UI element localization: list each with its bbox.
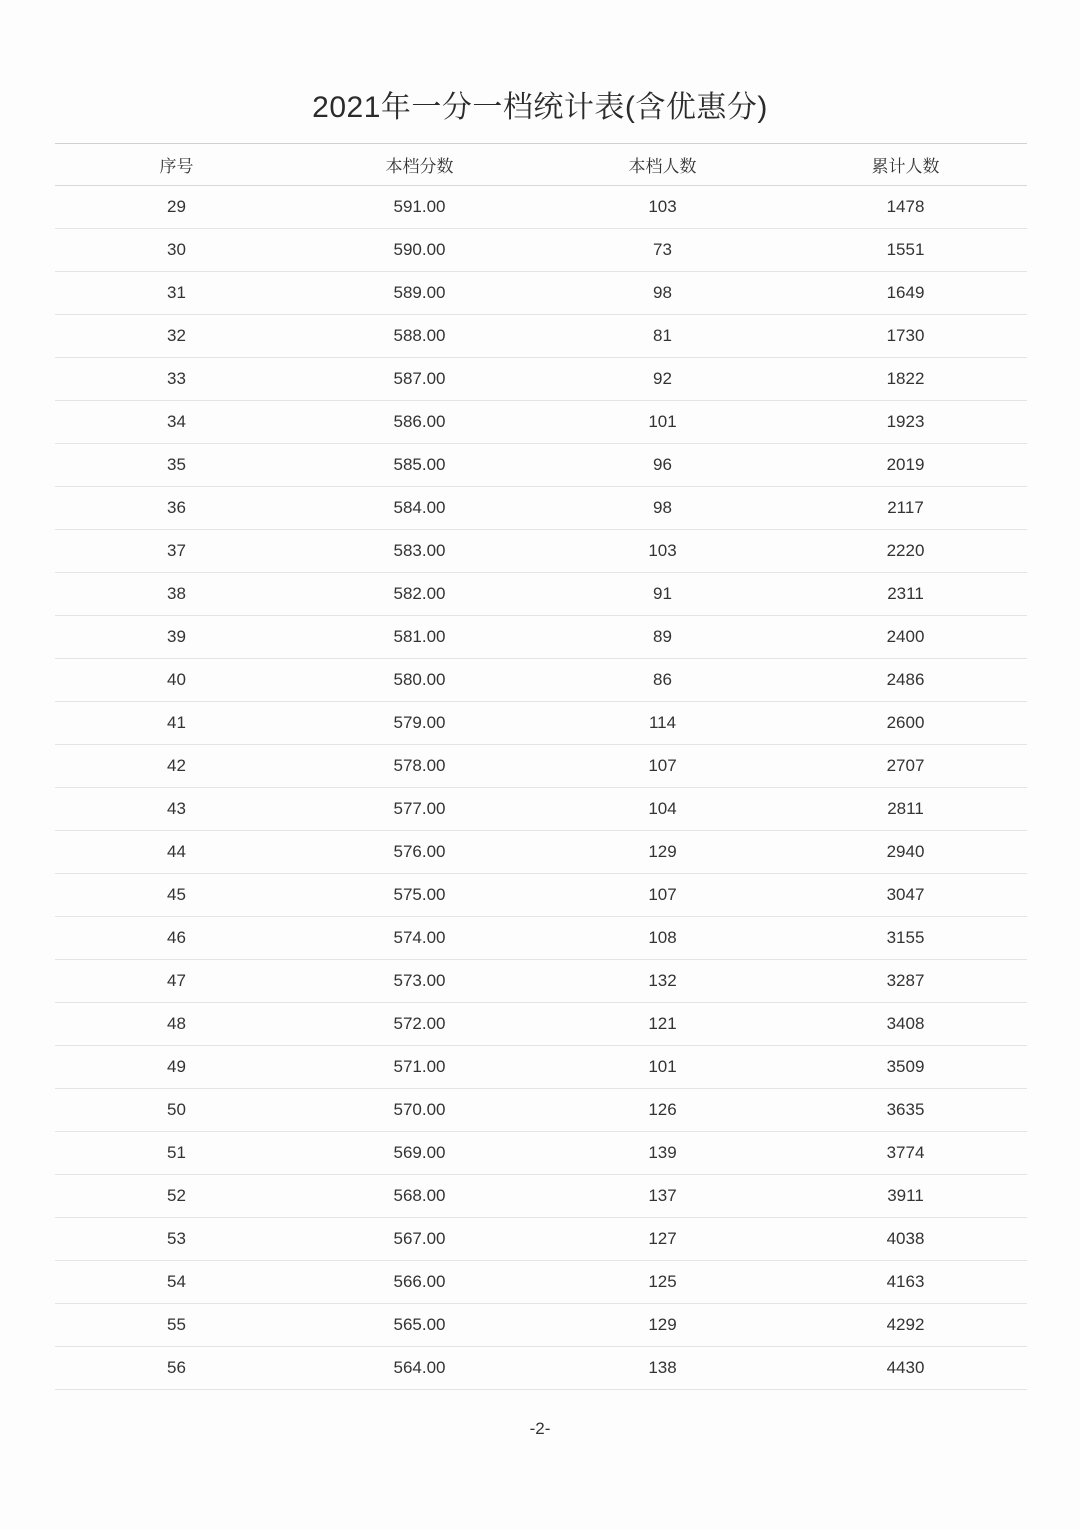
table-cell: 573.00 xyxy=(393,971,446,990)
table-cell: 576.00 xyxy=(393,842,446,861)
table-cell: 129 xyxy=(648,842,677,861)
table-cell: 584.00 xyxy=(393,498,446,517)
page-title: 2021年一分一档统计表(含优惠分) xyxy=(312,91,768,124)
table-cell: 43 xyxy=(167,799,186,818)
table-cell: 586.00 xyxy=(393,412,446,431)
table-cell: 570.00 xyxy=(393,1100,446,1119)
table-cell: 29 xyxy=(167,197,186,216)
table-cell: 2311 xyxy=(887,584,924,603)
table-cell: 3287 xyxy=(886,971,925,990)
table-row xyxy=(55,315,1027,358)
table-row xyxy=(55,1175,1027,1218)
table-cell: 3408 xyxy=(886,1014,925,1033)
table-cell: 579.00 xyxy=(393,713,446,732)
table-cell: 38 xyxy=(167,584,186,603)
table-cell: 40 xyxy=(167,670,186,689)
table-cell: 578.00 xyxy=(393,756,446,775)
table-cell: 81 xyxy=(653,326,672,345)
table-cell: 568.00 xyxy=(393,1186,446,1205)
table-cell: 33 xyxy=(167,369,186,388)
table-cell: 577.00 xyxy=(393,799,446,818)
table-row xyxy=(55,1261,1027,1304)
table-body xyxy=(55,186,1027,1390)
table-row xyxy=(55,487,1027,530)
column-header-cumulative: 累计人数 xyxy=(871,157,940,176)
table-cell: 2940 xyxy=(886,842,925,861)
table-row xyxy=(55,573,1027,616)
table-cell: 1923 xyxy=(886,412,925,431)
table-row xyxy=(55,659,1027,702)
table-cell: 37 xyxy=(167,541,186,560)
table-header-row xyxy=(55,144,1027,186)
table-cell: 3509 xyxy=(886,1057,925,1076)
table-cell: 567.00 xyxy=(393,1229,446,1248)
table-cell: 4430 xyxy=(886,1358,925,1377)
table-cell: 47 xyxy=(167,971,186,990)
table-cell: 2486 xyxy=(886,670,925,689)
table-cell: 565.00 xyxy=(393,1315,446,1334)
table-cell: 1822 xyxy=(886,369,925,388)
table-cell: 49 xyxy=(167,1057,186,1076)
table-cell: 581.00 xyxy=(393,627,446,646)
table-cell: 3155 xyxy=(886,928,925,947)
table-row xyxy=(55,616,1027,659)
table-cell: 574.00 xyxy=(393,928,446,947)
table-cell: 107 xyxy=(648,885,677,904)
table-cell: 101 xyxy=(648,1057,677,1076)
table-cell: 569.00 xyxy=(393,1143,446,1162)
table-row xyxy=(55,358,1027,401)
table-cell: 585.00 xyxy=(393,455,446,474)
table-cell: 2400 xyxy=(886,627,925,646)
table-cell: 126 xyxy=(648,1100,677,1119)
table-cell: 589.00 xyxy=(393,283,446,302)
table-cell: 34 xyxy=(167,412,186,431)
table-row xyxy=(55,272,1027,315)
table-cell: 103 xyxy=(648,541,677,560)
table-cell: 96 xyxy=(653,455,672,474)
table-cell: 575.00 xyxy=(393,885,446,904)
table-cell: 56 xyxy=(167,1358,186,1377)
table-cell: 86 xyxy=(653,670,672,689)
table-cell: 73 xyxy=(653,240,672,259)
table-cell: 582.00 xyxy=(393,584,446,603)
table-cell: 580.00 xyxy=(393,670,446,689)
table-cell: 1730 xyxy=(886,326,925,345)
table-cell: 4163 xyxy=(886,1272,925,1291)
table-row xyxy=(55,444,1027,487)
table-cell: 98 xyxy=(653,498,672,517)
table-cell: 98 xyxy=(653,283,672,302)
table-cell: 138 xyxy=(648,1358,677,1377)
table-cell: 91 xyxy=(653,584,672,603)
column-header-score: 本档分数 xyxy=(385,157,454,176)
table-cell: 45 xyxy=(167,885,186,904)
table-cell: 1649 xyxy=(886,283,925,302)
table-row xyxy=(55,401,1027,444)
table-cell: 129 xyxy=(648,1315,677,1334)
table-cell: 107 xyxy=(648,756,677,775)
table-cell: 42 xyxy=(167,756,186,775)
table-cell: 39 xyxy=(167,627,186,646)
table-cell: 101 xyxy=(648,412,677,431)
table-cell: 44 xyxy=(167,842,186,861)
table-cell: 2600 xyxy=(886,713,925,732)
table-row xyxy=(55,1046,1027,1089)
table-cell: 1551 xyxy=(886,240,925,259)
table-row xyxy=(55,831,1027,874)
table-cell: 588.00 xyxy=(393,326,446,345)
table-cell: 36 xyxy=(167,498,186,517)
table-cell: 2811 xyxy=(887,799,924,818)
table-cell: 50 xyxy=(167,1100,186,1119)
table-cell: 564.00 xyxy=(393,1358,446,1377)
table-cell: 2220 xyxy=(886,541,925,560)
table-cell: 3911 xyxy=(887,1186,924,1205)
table-cell: 89 xyxy=(653,627,672,646)
table-row xyxy=(55,186,1027,229)
table-cell: 54 xyxy=(167,1272,186,1291)
table-cell: 583.00 xyxy=(393,541,446,560)
table-cell: 114 xyxy=(648,713,677,732)
table-cell: 571.00 xyxy=(393,1057,446,1076)
table-row xyxy=(55,1218,1027,1261)
table-cell: 51 xyxy=(167,1143,186,1162)
table-cell: 137 xyxy=(648,1186,677,1205)
table-cell: 3774 xyxy=(886,1143,925,1162)
table-cell: 41 xyxy=(167,713,186,732)
table-cell: 566.00 xyxy=(393,1272,446,1291)
page-number: -2- xyxy=(529,1419,551,1438)
table-cell: 127 xyxy=(648,1229,677,1248)
table-cell: 104 xyxy=(648,799,677,818)
column-header-count: 本档人数 xyxy=(628,157,697,176)
table-cell: 4292 xyxy=(886,1315,925,1334)
table-row xyxy=(55,788,1027,831)
table-cell: 46 xyxy=(167,928,186,947)
table-cell: 108 xyxy=(648,928,677,947)
table-row xyxy=(55,1089,1027,1132)
table-cell: 52 xyxy=(167,1186,186,1205)
table-row xyxy=(55,1304,1027,1347)
table-cell: 587.00 xyxy=(393,369,446,388)
table-row xyxy=(55,745,1027,788)
table-cell: 103 xyxy=(648,197,677,216)
table-cell: 31 xyxy=(167,283,186,302)
table-cell: 1478 xyxy=(886,197,925,216)
table-row xyxy=(55,874,1027,917)
table-cell: 92 xyxy=(653,369,672,388)
table-cell: 139 xyxy=(648,1143,677,1162)
table-cell: 30 xyxy=(167,240,186,259)
table-row xyxy=(55,1132,1027,1175)
table-cell: 53 xyxy=(167,1229,186,1248)
table-row xyxy=(55,530,1027,573)
score-distribution-table xyxy=(55,143,1027,1390)
table-cell: 125 xyxy=(648,1272,677,1291)
table-cell: 48 xyxy=(167,1014,186,1033)
table-cell: 3047 xyxy=(886,885,925,904)
table-cell: 590.00 xyxy=(393,240,446,259)
table-row xyxy=(55,917,1027,960)
table-row xyxy=(55,1347,1027,1390)
table-cell: 55 xyxy=(167,1315,186,1334)
table-cell: 2019 xyxy=(886,455,925,474)
table-cell: 3635 xyxy=(886,1100,925,1119)
table-cell: 2117 xyxy=(887,498,924,517)
table-cell: 35 xyxy=(167,455,186,474)
table-cell: 591.00 xyxy=(393,197,446,216)
column-header-index: 序号 xyxy=(159,157,194,176)
table-cell: 132 xyxy=(648,971,677,990)
table-cell: 4038 xyxy=(886,1229,925,1248)
table-cell: 2707 xyxy=(886,756,925,775)
table-cell: 121 xyxy=(648,1014,677,1033)
table-cell: 32 xyxy=(167,326,186,345)
table-row xyxy=(55,229,1027,272)
table-row xyxy=(55,960,1027,1003)
table-row xyxy=(55,1003,1027,1046)
table-cell: 572.00 xyxy=(393,1014,446,1033)
table-row xyxy=(55,702,1027,745)
